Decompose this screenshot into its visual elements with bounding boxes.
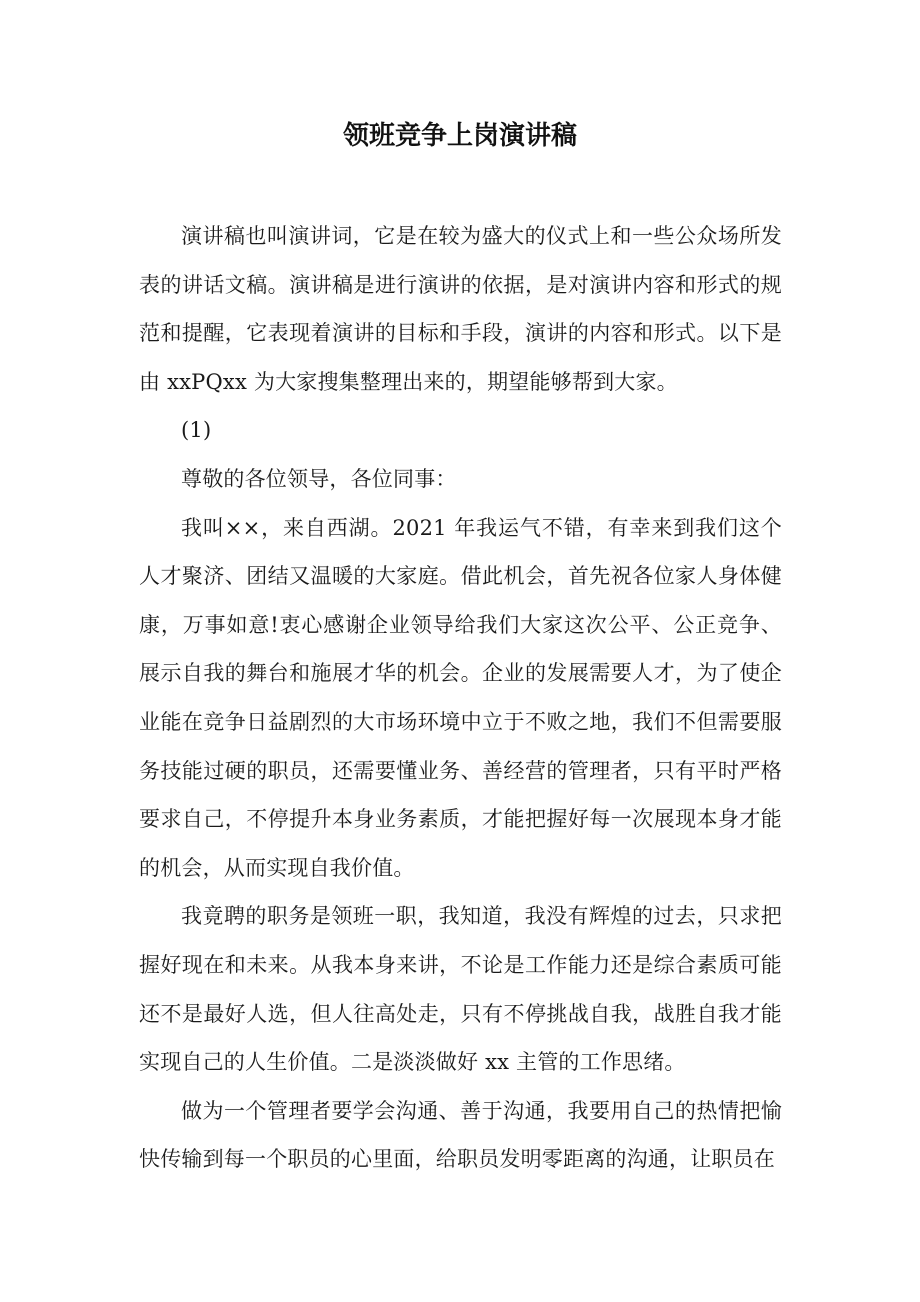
document-title: 领班竞争上岗演讲稿: [342, 121, 577, 151]
paragraph-management: 做为一个管理者要学会沟通、善于沟通，我要用自己的热情把愉快传输到每一个职员的心里面，给职员发明零距离的沟通，让职员在: [139, 1098, 782, 1172]
paragraph-section-number: (1): [181, 418, 212, 443]
paragraph-position: 我竟聘的职务是领班一职，我知道，我没有辉煌的过去，只求把握好现在和未来。从我本身来讲，不论是工作能力还是综合素质可能还不是最好人选，但人往高处走，只有不停挑战自我，战胜自我才能实现自己的人生价值。二是淡淡做好 xx 主管的工作思绪。: [139, 904, 782, 1075]
paragraph-intro: 演讲稿也叫演讲词，它是在较为盛大的仪式上和一些公众场所发表的讲话文稿。演讲稿是进行演讲的依据，是对演讲内容和形式的规范和提醒，它表现着演讲的目标和手段，演讲的内容和形式。以下是由 xxPQxx 为大家搜集整理出来的，期望能够帮到大家。: [139, 224, 782, 394]
paragraph-self-introduction: 我叫××，来自西湖。2021 年我运气不错，有幸来到我们这个人才聚济、团结又温暖的大家庭。借此机会，首先祝各位家人身体健康，万事如意!衷心感谢企业领导给我们大家这次公平、公正竞争、展示自我的舞台和施展才华的机会。企业的发展需要人才，为了使企业能在竞争日益剧烈的大市场环境中立于不败之地，我们不但需要服务技能过硬的职员，还需要懂业务、善经营的管理者，只有平时严格要求自己，不停提升本身业务素质，才能把握好每一次展现本身才能的机会，从而实现自我价值。: [139, 515, 782, 880]
paragraph-salutation: 尊敬的各位领导，各位同事：: [181, 466, 457, 491]
document-body: [139, 212, 782, 1184]
